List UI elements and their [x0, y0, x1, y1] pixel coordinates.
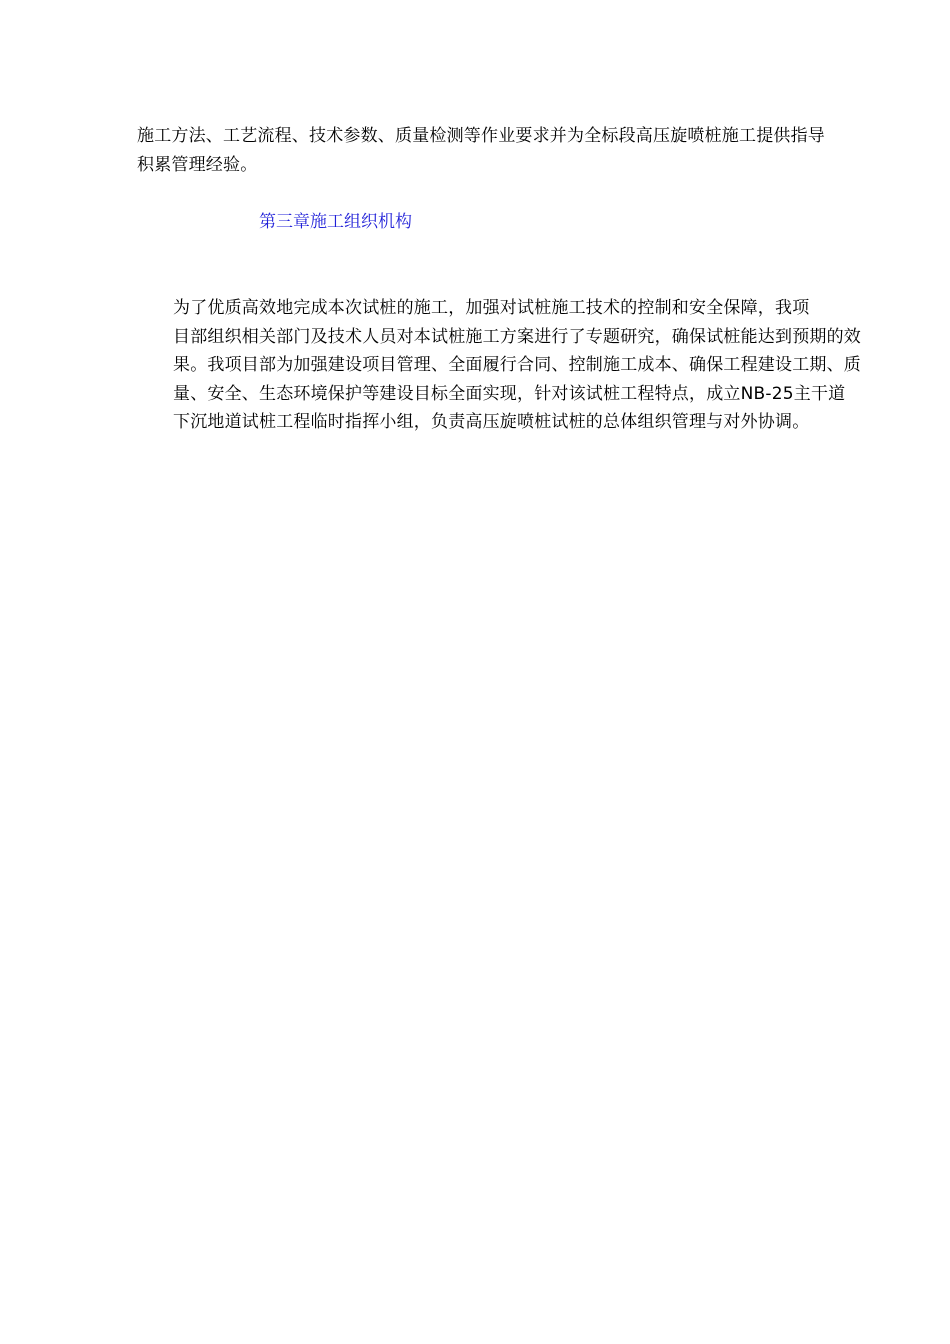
paragraph-line: 施工方法、工艺流程、技术参数、质量检测等作业要求并为全标段高压旋喷桩施工提供指导: [137, 126, 825, 146]
paragraph-line: 积累管理经验。: [137, 154, 258, 175]
paragraph-line: 果。我项目部为加强建设项目管理、全面履行合同、控制施工成本、确保工程建设工期、质: [173, 355, 861, 375]
paragraph-line: 为了优质高效地完成本次试桩的施工，加强对试桩施工技术的控制和安全保障，我项: [173, 298, 810, 318]
body-paragraph-intro: [137, 122, 861, 179]
chapter-heading: 第三章施工组织机构: [259, 212, 412, 232]
body-paragraph-organization: [137, 294, 861, 437]
paragraph-line: 目部组织相关部门及技术人员对本试桩施工方案进行了专题研究，确保试桩能达到预期的效: [173, 326, 861, 347]
paragraph-line: 下沉地道试桩工程临时指挥小组，负责高压旋喷桩试桩的总体组织管理与对外协调。: [173, 412, 810, 432]
paragraph-line: 量、安全、生态环境保护等建设目标全面实现，针对该试桩工程特点，成立NB-25主干道: [173, 383, 846, 404]
